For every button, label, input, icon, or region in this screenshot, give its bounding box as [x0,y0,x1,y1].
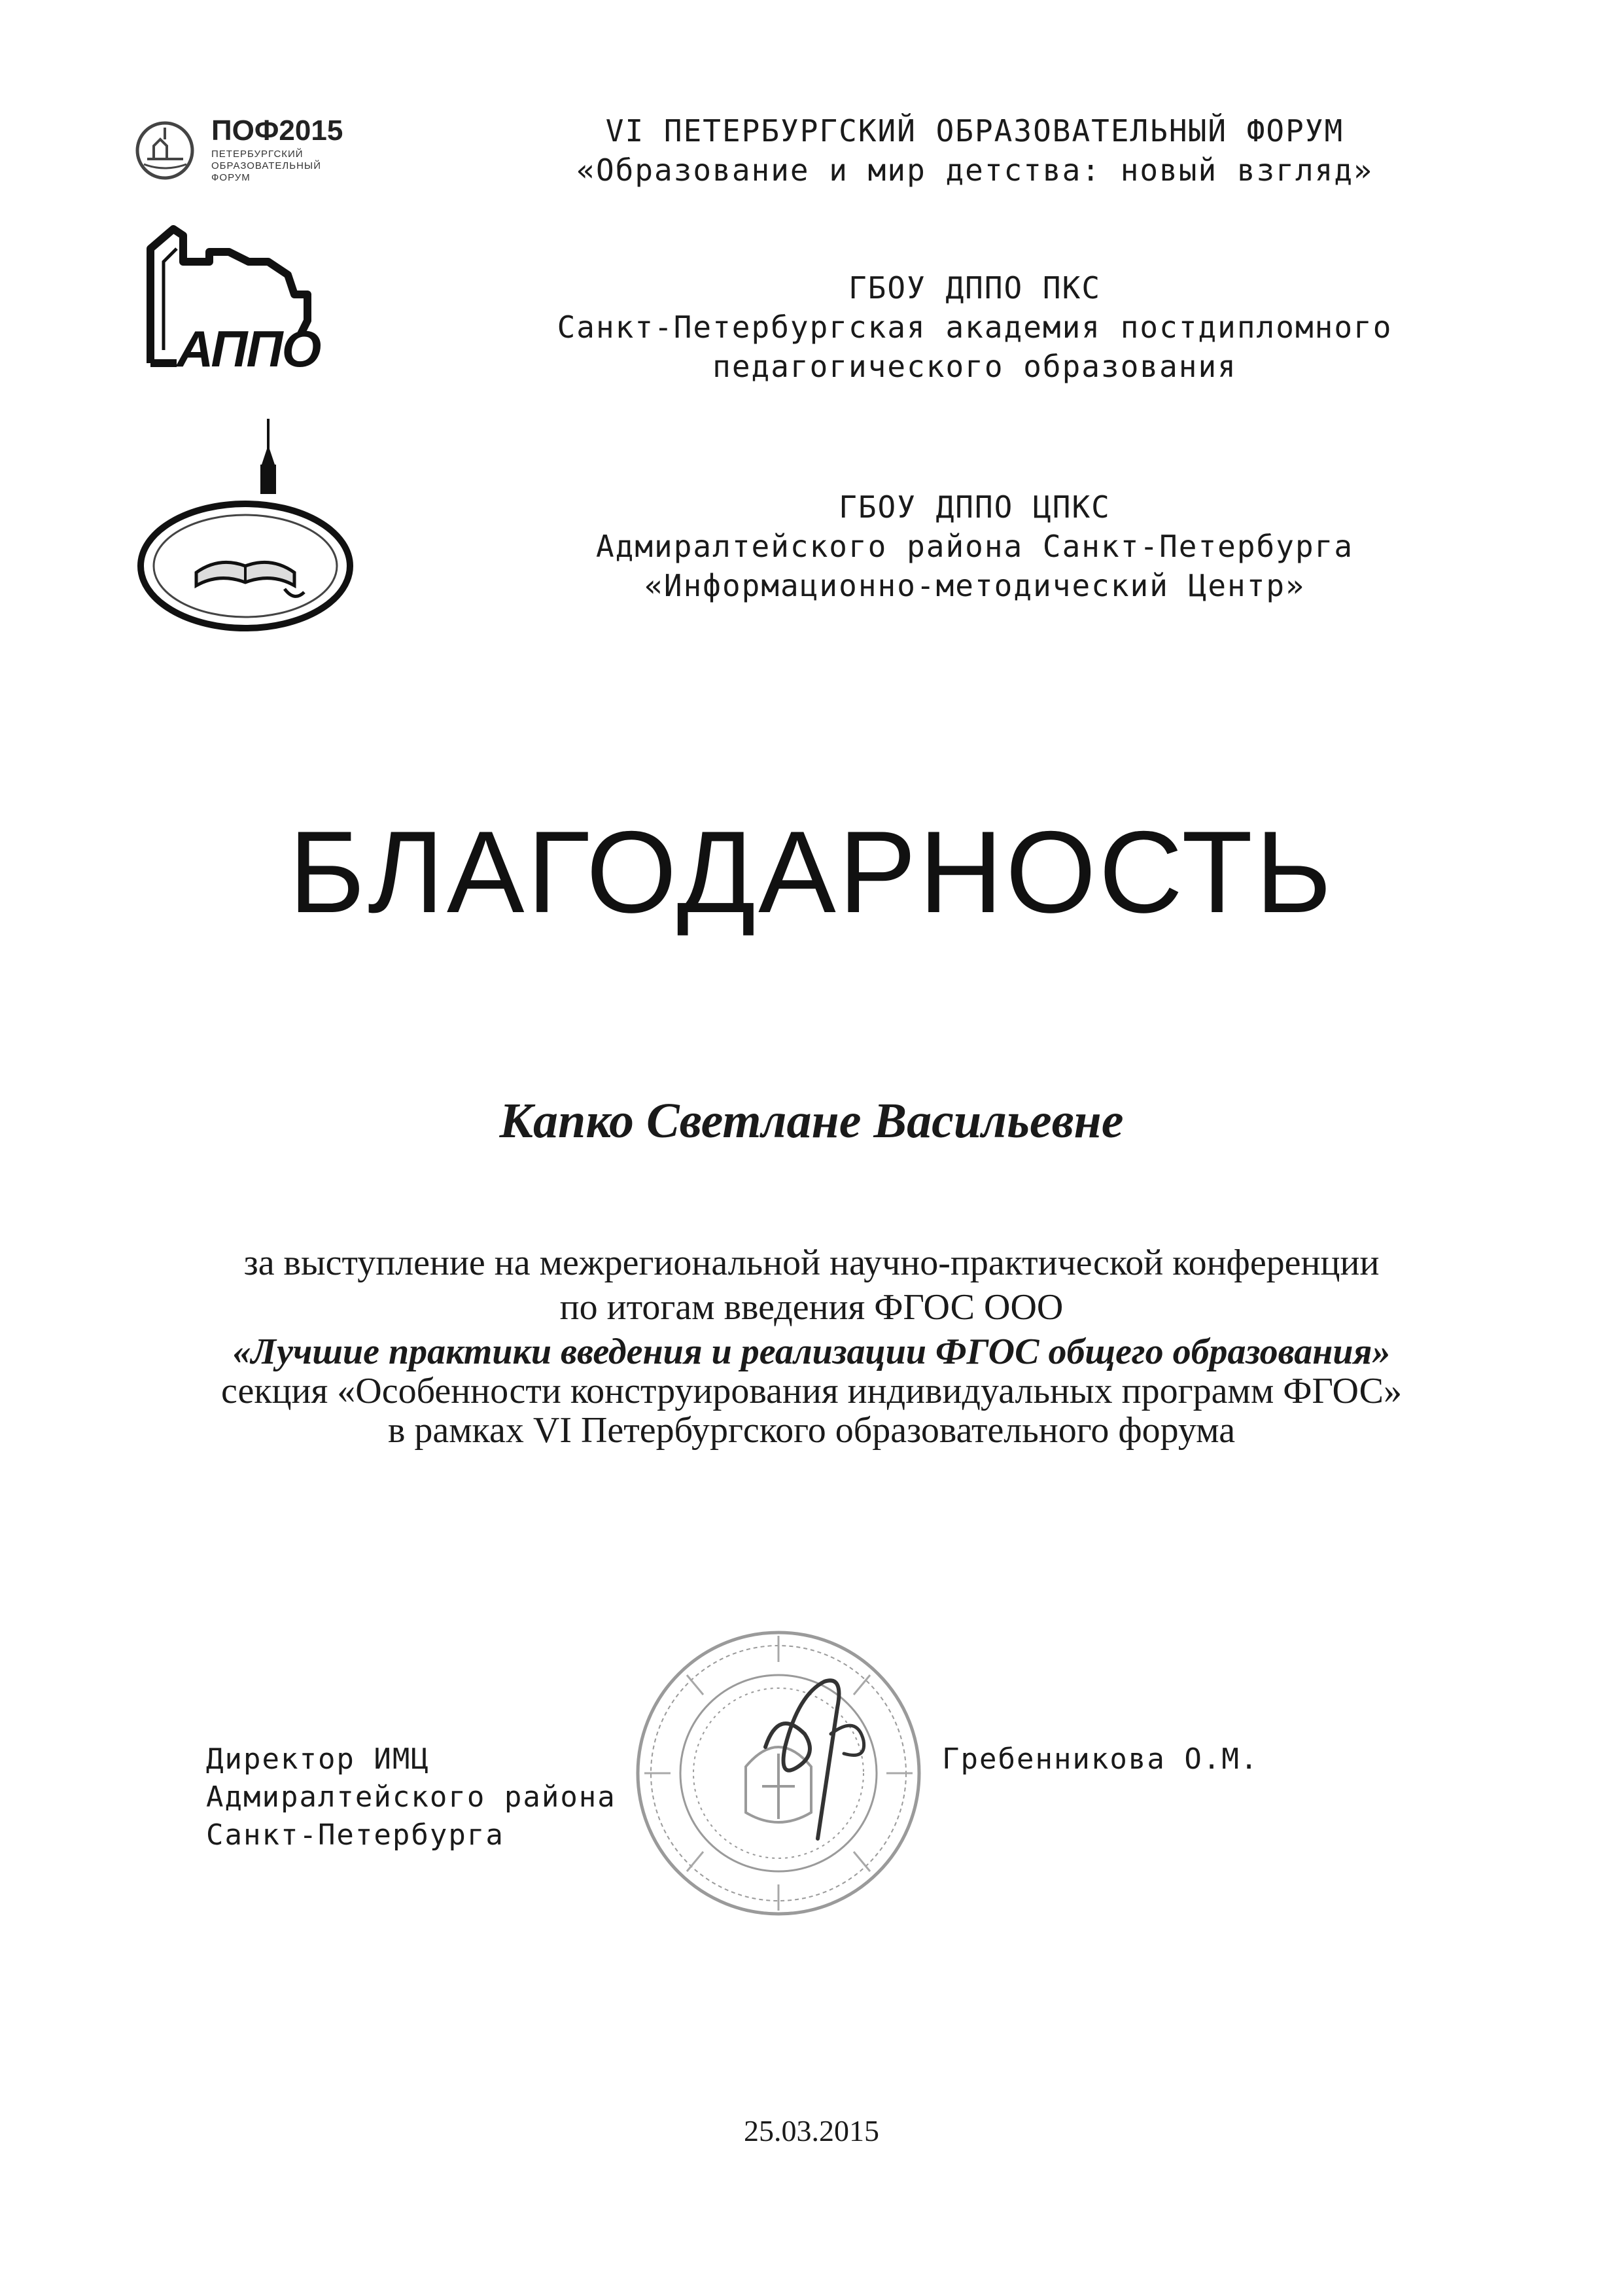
position-line-3: Санкт-Петербурга [206,1818,504,1852]
pof-logo-title: ПОФ2015 [211,115,343,147]
signatory-name: Гребенникова О.М. [942,1742,1259,1776]
body-line-2: по итогам введения ФГОС ООО [559,1287,1064,1328]
logo-appo [137,222,360,393]
document-title: БЛАГОДАРНОСТЬ [288,807,1335,937]
document-date: 25.03.2015 [744,2114,879,2147]
imc-book-emblem-icon [134,419,363,635]
forum-heading [451,111,1498,190]
forum-title: VI ПЕТЕРБУРГСКИЙ ОБРАЗОВАТЕЛЬНЫЙ ФОРУМ [605,113,1344,149]
org1-line3: педагогического образования [712,349,1237,384]
section-title: секция «Особенности конструирования индивидуальных программ ФГОС» [220,1371,1402,1411]
award-description [0,1243,1623,1450]
recipient-name: Капко Светлане Васильевне [499,1093,1124,1148]
logo-imc [134,419,363,635]
org2-line3: «Информационно-методический Центр» [644,568,1305,603]
org2-heading [451,487,1498,605]
org1-line1: ГБОУ ДППО ПКС [848,270,1102,306]
body-line-5: в рамках VI Петербургского образовательного форума [387,1410,1236,1451]
signatory-position [206,1740,616,1854]
body-line-1: за выступление на межрегиональной научно-практической конференции [243,1243,1380,1283]
appo-logo-text: АППО [177,320,321,378]
handwritten-signature [739,1655,896,1852]
logo-pof2015 [134,115,357,213]
org1-line2: Санкт-Петербургская академия постдипломного [557,309,1393,345]
pof-logo-sub-2: ОБРАЗОВАТЕЛЬНЫЙ [211,160,321,171]
org1-heading [451,268,1498,386]
position-line-2: Адмиралтейского района [206,1780,616,1814]
forum-subtitle: «Образование и мир детства: новый взгляд» [576,152,1373,188]
pof-emblem-icon [134,120,196,182]
org2-line2: Адмиралтейского района Санкт-Петербурга [595,529,1354,564]
org2-line1: ГБОУ ДППО ЦПКС [839,489,1111,525]
pof-logo-sub-3: ФОРУМ [211,172,251,183]
conference-title: «Лучшие практики введения и реализации ФГОС общего образования» [232,1332,1391,1372]
position-line-1: Директор ИМЦ [206,1742,430,1776]
pof-logo-sub-1: ПЕТЕРБУРГСКИЙ [211,149,304,160]
